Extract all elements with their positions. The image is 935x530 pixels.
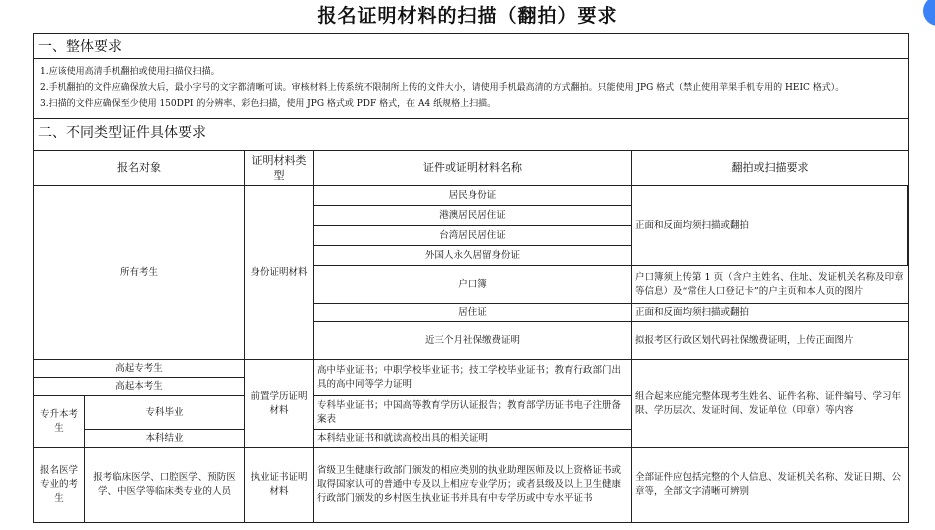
doc-hukou: 户口簿 — [314, 266, 632, 304]
req-practice-certificate: 全部证件应包括完整的个人信息、发证机关名称、发证日期、公章等，全部文字清晰可辨别 — [632, 448, 908, 523]
section1-line-3: 3.扫描的文件应确保至少使用 150DPI 的分辨率、彩色扫描，使用 JPG 格式或 PDF 格式，在 A4 纸规格上扫描。 — [40, 99, 497, 109]
section2-heading: 二、不同类型证件具体要求 — [38, 125, 206, 141]
doc-foreign-residence: 外国人永久居留身份证 — [314, 246, 632, 266]
section1-line-2: 2.手机翻拍的文件应确保放大后，最小字号的文字都清晰可读。审核材料上传系统不限制所上传的文件大小，请使用手机最高清的方式翻拍。只能使用 JPG 格式（禁止使用苹果手机专用的 HEIC 格式）。 — [40, 83, 845, 93]
doc-taiwan-permit: 台湾居民居住证 — [314, 226, 632, 246]
divider — [34, 118, 908, 119]
req-prior-education: 组合起来应能完整体现考生姓名、证件名称、证件编号、学习年限、学历层次、发证时间、发证单位（印章）等内容 — [632, 360, 908, 448]
requirements-document — [33, 33, 909, 523]
target-medical: 报名医学专业的考生 — [34, 448, 85, 523]
target-all-candidates: 所有考生 — [34, 186, 245, 360]
req-residence: 正面和反面均须扫描或翻拍 — [632, 304, 908, 322]
target-gaoqi-ben: 高起本考生 — [34, 378, 245, 396]
type-identity: 身份证明材料 — [245, 186, 314, 360]
type-prior-education: 前置学历证明材料 — [245, 360, 314, 448]
section1-heading: 一、整体要求 — [38, 39, 122, 55]
req-social-security: 拟报考区行政区划代码社保缴费证明，上传正面图片 — [632, 322, 908, 360]
target-zhuan-sheng-ben: 专升本考生 — [34, 396, 85, 448]
header-type: 证明材料类型 — [245, 150, 314, 186]
page-title: 报名证明材料的扫描（翻拍）要求 — [317, 5, 618, 27]
target-gaoqi-zhuan: 高起专考生 — [34, 360, 245, 378]
doc-zhuanke: 专科毕业证书；中国高等教育学历认证报告；教育部学历证书电子注册备案表 — [314, 396, 632, 430]
divider — [34, 58, 908, 59]
requirements-table — [34, 150, 908, 523]
header-target: 报名对象 — [34, 150, 245, 186]
section1-line-1: 1.应该使用高清手机翻拍或使用扫描仪扫描。 — [40, 67, 220, 77]
doc-hk-macau-permit: 港澳居民居住证 — [314, 206, 632, 226]
req-hukou: 户口簿须上传第 1 页（含户主姓名、住址、发证机关名称及印章等信息）及“常住人口登记卡”的户主页和本人页的图片 — [632, 266, 908, 304]
doc-benke: 本科结业证书和就读高校出具的相关证明 — [314, 430, 632, 448]
target-zhuanke-biye: 专科毕业 — [85, 396, 245, 430]
doc-social-security: 近三个月社保缴费证明 — [314, 322, 632, 360]
type-practice-certificate: 执业证书证明材料 — [245, 448, 314, 523]
header-name: 证件或证明材料名称 — [314, 150, 632, 186]
doc-residence-permit: 居住证 — [314, 304, 632, 322]
target-medical-majors: 报考临床医学、口腔医学、预防医学、中医学等临床类专业的人员 — [85, 448, 245, 523]
header-requirement: 翻拍或扫描要求 — [632, 150, 908, 186]
doc-id-card: 居民身份证 — [314, 186, 632, 206]
target-benke-jieye: 本科结业 — [85, 430, 245, 448]
doc-gaoqi: 高中毕业证书；中职学校毕业证书；技工学校毕业证书；教育行政部门出具的高中同等学力证明 — [314, 360, 632, 396]
doc-practice-certificate: 省级卫生健康行政部门颁发的相应类别的执业助理医师及以上资格证书或取得国家认可的普通中专及以上相应专业学历；或者县级及以上卫生健康行政部门颁发的乡村医生执业证书并具有中专学历或中专水平证书 — [314, 448, 632, 523]
req-both-sides: 正面和反面均须扫描或翻拍 — [632, 186, 908, 266]
